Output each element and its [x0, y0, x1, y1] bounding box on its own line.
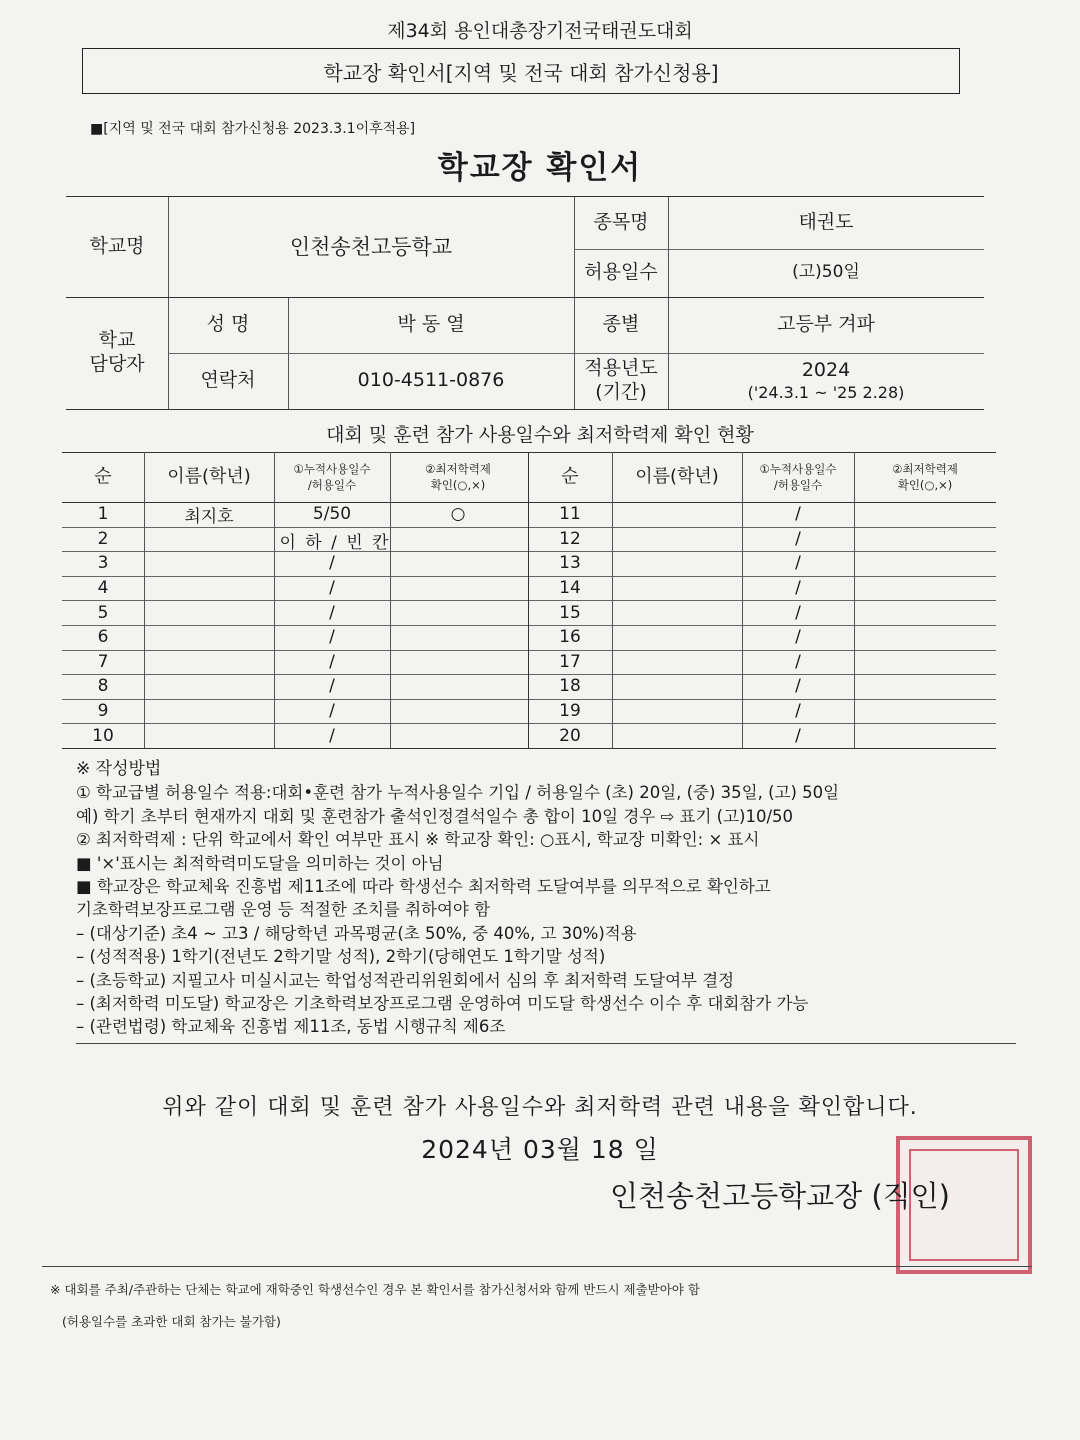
method-line: ■ '×'표시는 최적학력미도달을 의미하는 것이 아님 — [76, 853, 444, 873]
row-left-edu — [390, 699, 526, 724]
row-right-days: / — [795, 578, 801, 599]
row-right-no: 13 — [559, 553, 581, 574]
row-left-days: 5/50 — [312, 504, 352, 525]
manager-name-value: 박 동 열 — [397, 313, 465, 336]
row-left-edu — [390, 576, 526, 601]
row-left-days: / — [329, 676, 335, 697]
row-left-no: 3 — [97, 553, 109, 574]
row-right-edu — [854, 723, 996, 748]
row-left-days: / — [329, 553, 335, 574]
method-title: ※ 작성방법 — [76, 759, 162, 779]
issue-date: 2024년 03월 18 일 — [421, 1135, 659, 1164]
method-line: – (대상기준) 초4 ~ 고3 / 해당학년 과목평균(초 50%, 중 40%, 고 30%)적용 — [76, 923, 637, 943]
row-left-no: 9 — [97, 701, 109, 722]
footnote-2: (허용일수를 초과한 대회 참가는 불가함) — [62, 1314, 281, 1329]
form-box-title: 학교장 확인서[지역 및 전국 대회 참가신청용] — [82, 48, 960, 94]
method-line: 기초학력보장프로그램 운영 등 적절한 조치를 취하여야 함 — [76, 900, 491, 920]
participants-table — [62, 452, 996, 748]
allow-days-label: 허용일수 — [584, 261, 658, 284]
row-left-no: 10 — [92, 725, 114, 746]
writing-method — [76, 758, 996, 1044]
row-right-no: 17 — [559, 651, 581, 672]
row-right-name — [612, 502, 742, 527]
allow-days-value: (고)50일 — [792, 262, 860, 283]
row-left-days: / — [329, 725, 335, 746]
row-right-days: / — [795, 651, 801, 672]
row-left-no: 7 — [97, 651, 109, 672]
row-left-days: / — [329, 627, 335, 648]
row-left-edu — [390, 625, 526, 650]
row-right-name — [612, 600, 742, 625]
row-right-no: 16 — [559, 627, 581, 648]
row-left-name — [144, 551, 274, 576]
school-name-value: 인천송천고등학교 — [289, 234, 453, 259]
row-right-days: / — [795, 504, 801, 525]
row-right-name — [612, 650, 742, 675]
method-line: ■ 학교장은 학교체육 진흥법 제11조에 따라 학생선수 최저학력 도달여부를 의무적으로 확인하고 — [76, 877, 771, 897]
method-line: – (관련법령) 학교체육 진흥법 제11조, 동법 시행규칙 제6조 — [76, 1017, 506, 1037]
row-left-name — [144, 650, 274, 675]
row-left-edu — [390, 723, 526, 748]
row-right-days: / — [795, 528, 801, 549]
row-left-no: 8 — [97, 676, 109, 697]
row-left-edu — [390, 600, 526, 625]
header-name-right: 이름(학년) — [635, 466, 719, 488]
header-no-right: 순 — [561, 466, 579, 488]
row-right-days: / — [795, 627, 801, 648]
name-label: 성 명 — [206, 313, 250, 336]
row-right-edu — [854, 699, 996, 724]
header-edu-left: ②최저학력제 확인(○,×) — [425, 461, 491, 492]
school-info-table — [66, 196, 984, 410]
row-left-no: 4 — [97, 578, 109, 599]
row-right-edu — [854, 551, 996, 576]
row-left-no: 6 — [97, 627, 109, 648]
method-line: – (성적적용) 1학기(전년도 2학기말 성적), 2학기(당해연도 1학기말 성적) — [76, 947, 606, 967]
contact-value: 010-4511-0876 — [357, 369, 505, 392]
year-label: 적용년도 (기간) — [584, 357, 658, 403]
row-right-edu — [854, 625, 996, 650]
row-left-edu — [390, 650, 526, 675]
row-left-days: / — [329, 602, 335, 623]
school-name-label: 학교명 — [89, 235, 145, 258]
method-line: – (최저학력 미도달) 학교장은 기초학력보장프로그램 운영하여 미도달 학생선수 이수 후 대회참가 가능 — [76, 994, 809, 1014]
row-right-edu — [854, 674, 996, 699]
row-right-edu — [854, 527, 996, 552]
header-no-left: 순 — [94, 466, 112, 488]
row-right-no: 20 — [559, 725, 581, 746]
method-line: ② 최저학력제 : 단위 학교에서 확인 여부만 표시 ※ 학교장 확인: ○표시, 학교장 미확인: × 표시 — [76, 830, 760, 850]
row-left-name — [144, 723, 274, 748]
row-right-no: 15 — [559, 602, 581, 623]
row-right-days: / — [795, 553, 801, 574]
row-right-name — [612, 625, 742, 650]
confirmation-statement: 위와 같이 대회 및 훈련 참가 사용일수와 최저학력 관련 내용을 확인합니다. — [162, 1095, 918, 1120]
period-value: ('24.3.1 ~ '25 2.28) — [747, 382, 905, 402]
header-name-left: 이름(학년) — [167, 466, 251, 488]
header-days-left: ①누적사용일수 /허용일수 — [293, 461, 371, 492]
row-left-edu — [390, 674, 526, 699]
row-right-name — [612, 723, 742, 748]
row-right-name — [612, 527, 742, 552]
form-note: ■[지역 및 전국 대회 참가신청용 2023.3.1이후적용] — [90, 121, 416, 137]
footnote-1: ※ 대회를 주최/주관하는 단체는 학교에 재학중인 학생선수인 경우 본 확인서를 참가신청서와 함께 반드시 제출받아야 함 — [50, 1282, 700, 1297]
row-right-days: / — [795, 701, 801, 722]
row-right-name — [612, 674, 742, 699]
year-value: 2024 — [801, 359, 851, 382]
row-left-days: / — [329, 701, 335, 722]
row-left-days: / — [329, 578, 335, 599]
sport-value: 태권도 — [798, 211, 854, 234]
row-right-days: / — [795, 676, 801, 697]
sport-label: 종목명 — [593, 211, 649, 234]
row-right-name — [612, 576, 742, 601]
row-right-edu — [854, 502, 996, 527]
row-left-edu: ○ — [450, 504, 466, 525]
manager-label: 학교 담당자 — [89, 329, 145, 375]
division-label: 종별 — [602, 313, 640, 336]
method-line: – (초등학교) 지필고사 미실시교는 학업성적관리위원회에서 심의 후 최저학력 도달여부 결정 — [76, 970, 735, 990]
method-line: 예) 학기 초부터 현재까지 대회 및 훈련참가 출석인정결석일수 총 합이 10일 경우 ⇨ 표기 (고)10/50 — [76, 806, 794, 826]
blank-note: 이 하 / 빈 칸 — [279, 532, 391, 553]
row-right-edu — [854, 650, 996, 675]
row-right-no: 14 — [559, 578, 581, 599]
row-left-name — [144, 600, 274, 625]
row-right-edu — [854, 576, 996, 601]
row-right-no: 11 — [559, 504, 581, 525]
row-right-name — [612, 551, 742, 576]
row-left-name — [144, 674, 274, 699]
row-left-no: 5 — [97, 602, 109, 623]
row-right-days: / — [795, 602, 801, 623]
row-left-name: 최지호 — [184, 506, 234, 527]
row-right-no: 12 — [559, 528, 581, 549]
header-days-right: ①누적사용일수 /허용일수 — [759, 461, 837, 492]
year-cell — [668, 353, 984, 409]
contact-label: 연락처 — [200, 369, 256, 392]
division-value: 고등부 겨파 — [777, 313, 875, 336]
row-right-days: / — [795, 725, 801, 746]
principal-signature-line: 인천송천고등학교장 (직인) — [610, 1179, 951, 1213]
method-line: ① 학교급별 허용일수 적용:대회•훈련 참가 누적사용일수 기입 / 허용일수 (초) 20일, (중) 35일, (고) 50일 — [76, 783, 840, 803]
row-left-days: / — [329, 651, 335, 672]
row-left-name — [144, 625, 274, 650]
event-title: 제34회 용인대총장기전국태권도대회 — [387, 20, 693, 42]
row-right-name — [612, 699, 742, 724]
row-left-edu — [390, 551, 526, 576]
row-left-no: 1 — [97, 504, 109, 525]
row-right-edu — [854, 600, 996, 625]
row-right-no: 18 — [559, 676, 581, 697]
row-left-name — [144, 699, 274, 724]
section-title: 대회 및 훈련 참가 사용일수와 최저학력제 확인 현황 — [326, 424, 754, 446]
header-edu-right: ②최저학력제 확인(○,×) — [892, 461, 958, 492]
row-right-no: 19 — [559, 701, 581, 722]
document-title: 학교장 확인서 — [437, 150, 643, 186]
row-left-name — [144, 576, 274, 601]
row-left-no: 2 — [97, 528, 109, 549]
